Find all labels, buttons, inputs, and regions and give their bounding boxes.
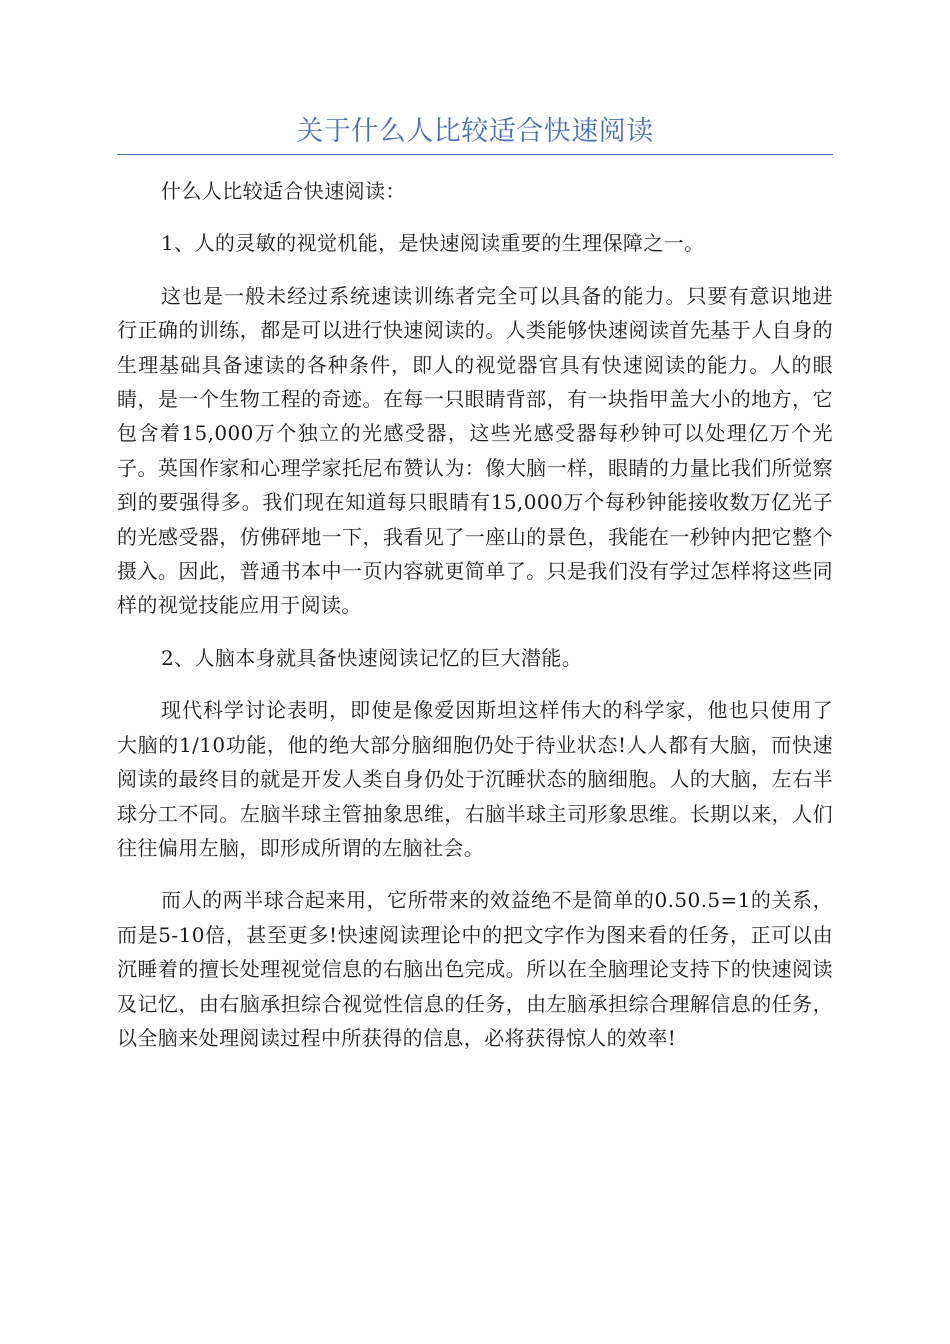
point-1-heading: 1、人的灵敏的视觉机能，是快速阅读重要的生理保障之一。 xyxy=(161,231,705,256)
title-underline xyxy=(117,154,833,155)
document-body xyxy=(117,174,833,1055)
point-2-heading: 2、人脑本身就具备快速阅读记忆的巨大潜能。 xyxy=(161,645,583,670)
closing-paragraph: 而人的两半球合起来用，它所带来的效益绝不是简单的0.50.5=1的关系，而是5-10倍，甚至更多!快速阅读理论中的把文字作为图来看的任务，正可以由沉睡着的擅长处理视觉信息的右脑出色完成。所以在全脑理论支持下的快速阅读及记忆，由右脑承担综合视觉性信息的任务，由左脑承担综合理解信息的任务，以全脑来处理阅读过程中所获得的信息，必将获得惊人的效率! xyxy=(117,888,833,1050)
document-title: 关于什么人比较适合快速阅读 xyxy=(296,116,654,147)
point-2-body: 现代科学讨论表明，即使是像爱因斯坦这样伟大的科学家，他也只使用了大脑的1/10功能，他的绝大部分脑细胞仍处于待业状态!人人都有大脑，而快速阅读的最终目的就是开发人类自身仍处于沉睡状态的脑细胞。人的大脑，左右半球分工不同。左脑半球主管抽象思维，右脑半球主司形象思维。长期以来，人们往往偏用左脑，即形成所谓的左脑社会。 xyxy=(117,698,833,860)
intro-paragraph: 什么人比较适合快速阅读： xyxy=(161,179,406,203)
point-1-body: 这也是一般未经过系统速读训练者完全可以具备的能力。只要有意识地进行正确的训练，都是可以进行快速阅读的。人类能够快速阅读首先基于人自身的生理基础具备速读的各种条件，即人的视觉器官具有快速阅读的能力。人的眼睛，是一个生物工程的奇迹。在每一只眼睛背部，有一块指甲盖大小的地方，它包含着15,000万个独立的光感受器，这些光感受器每秒钟可以处理亿万个光子。英国作家和心理学家托尼布赞认为：像大脑一样，眼睛的力量比我们所觉察到的要强得多。我们现在知道每只眼睛有15,000万个每秒钟能接收数万亿光子的光感受器，仿佛砰地一下，我看见了一座山的景色，我能在一秒钟内把它整个摄入。因此，普通书本中一页内容就更简单了。只是我们没有学过怎样将这些同样的视觉技能应用于阅读。 xyxy=(117,283,833,618)
